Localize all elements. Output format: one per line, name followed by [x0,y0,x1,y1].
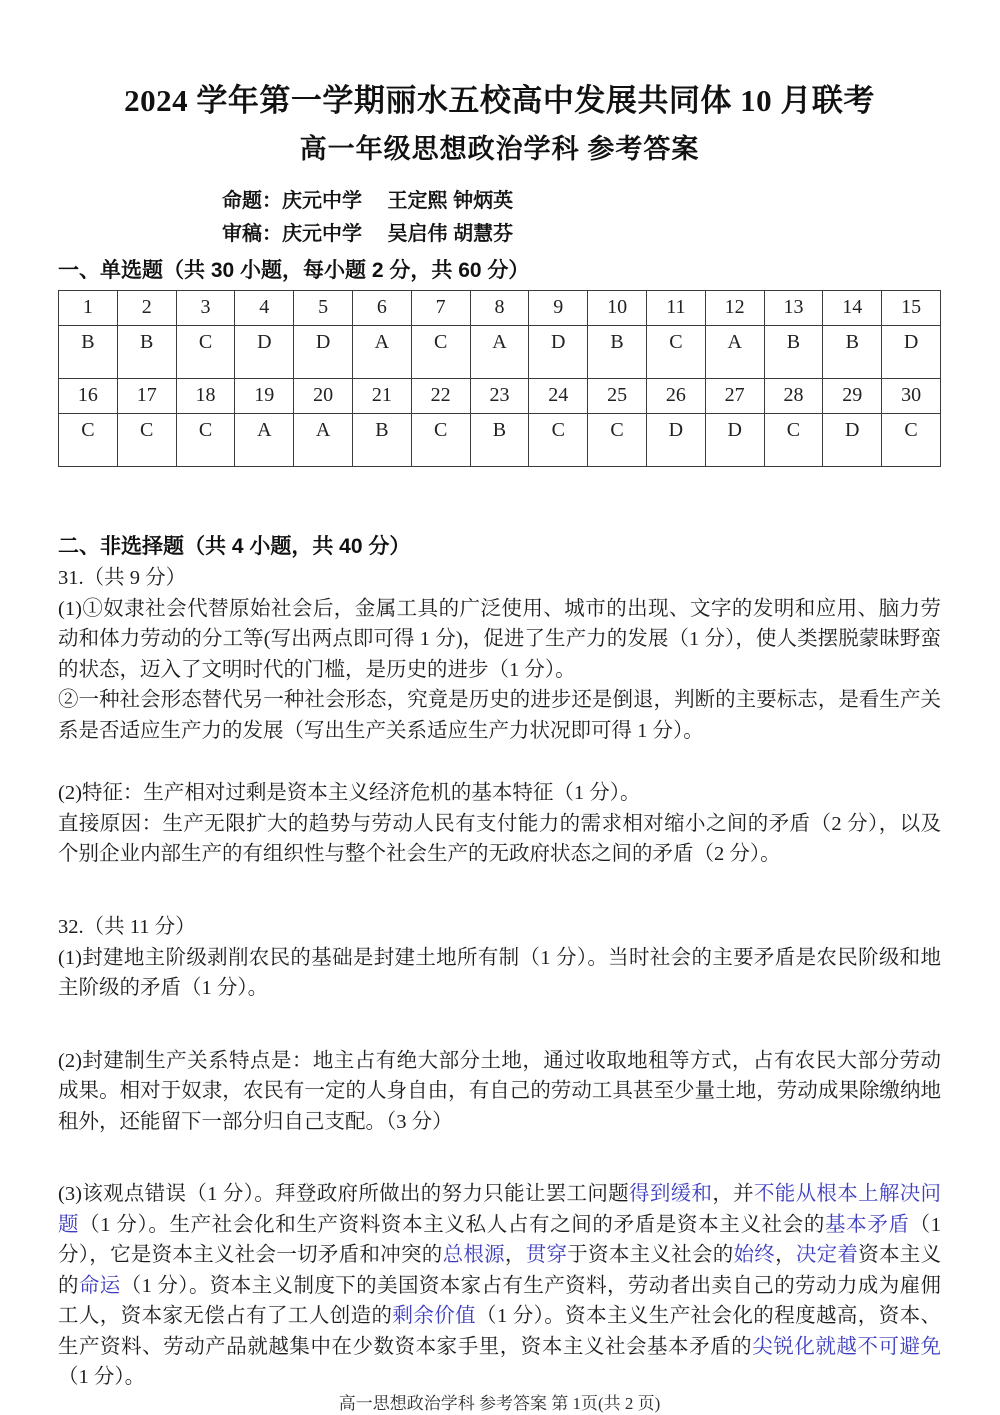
answer-text-segment: （1 分），它是资本主义社会一切矛盾和冲突的 [58,1213,942,1267]
exam-title: 2024 学年第一学期丽水五校高中发展共同体 10 月联考 [124,83,875,118]
question-number-cell: 9 [529,290,588,325]
answer-letter-cell: B [823,325,882,378]
question-number-cell: 19 [235,378,294,413]
answer-letter-cell: D [705,413,764,466]
question-number-cell: 29 [823,378,882,413]
answer-letter-cell: D [235,325,294,378]
question-number-cell: 12 [705,290,764,325]
question-number-cell: 7 [411,290,470,325]
question-number-cell: 21 [352,378,411,413]
section1-heading: 一、单选题（共 30 小题，每小题 2 分，共 60 分） [58,258,530,282]
answer-text-segment: ，并 [712,1183,754,1206]
highlighted-key-term: 不能从根本上解决问题 [58,1183,942,1236]
answer-text-segment: ， [775,1244,796,1267]
page-footer: 高一思想政治学科 参考答案 第 1页(共 2 页) [338,1393,661,1413]
answer-text-segment: （1 分）。生产社会化和生产资料资本主义私人占有之间的矛盾是资本主义社会的 [79,1213,826,1236]
answer-letter-cell: C [59,413,118,466]
reviewer-line: 审稿：庆元中学 吴启伟 胡慧芬 [222,222,514,245]
answer-text-segment: （1 分）。 [58,1366,146,1389]
answer-letter-cell: D [294,325,353,378]
question-number-cell: 18 [176,378,235,413]
question-number-cell: 26 [646,378,705,413]
highlighted-key-term: 基本矛盾 [825,1213,910,1236]
highlighted-key-term: 命运 [78,1274,121,1297]
answer-letter-cell: D [529,325,588,378]
answer-text-segment: 资本主义的 [58,1244,942,1297]
q32-answer-2: (2)封建制生产关系特点是：地主占有绝大部分土地，通过收取地租等方式，占有农民大部分劳动成果。相对于奴隶，农民有一定的人身自由，有自己的劳动工具甚至少量土地，劳动成果除缴纳地租外，还能留下一部分归自己支配。（3 分） [58,1049,941,1133]
answer-letter-cell: C [411,413,470,466]
question-number-row-2 [59,378,941,413]
multiple-choice-answer-table [58,290,941,467]
question-number-cell: 2 [117,290,176,325]
subject-subtitle: 高一年级思想政治学科 参考答案 [299,133,700,164]
q32-answer-3 [58,1179,941,1393]
question-number-cell: 4 [235,290,294,325]
section2-heading: 二、非选择题（共 4 小题，共 40 分） [58,534,411,558]
answer-letter-cell: C [588,413,647,466]
question-number-cell: 8 [470,290,529,325]
answer-letter-cell: C [882,413,941,466]
answer-text-segment: 于资本主义社会的 [567,1244,734,1267]
answer-letter-cell: C [117,413,176,466]
highlighted-key-term: 总根源 [442,1244,505,1267]
highlighted-key-term: 贯穿 [525,1244,568,1267]
answer-letter-cell: A [352,325,411,378]
answer-letter-cell: B [588,325,647,378]
question-number-cell: 15 [882,290,941,325]
question-number-row-1 [59,290,941,325]
q32-heading: 32.（共 11 分） [58,915,196,938]
question-number-cell: 10 [588,290,647,325]
question-number-cell: 16 [59,378,118,413]
question-number-cell: 27 [705,378,764,413]
answer-letter-cell: A [705,325,764,378]
answer-letter-cell: A [235,413,294,466]
answer-text-segment: ， [504,1244,526,1267]
question-number-cell: 24 [529,378,588,413]
q31-answer-2: (2)特征：生产相对过剩是资本主义经济危机的基本特征（1 分）。 [58,782,641,805]
answer-letter-row-2 [59,413,941,466]
question-number-cell: 3 [176,290,235,325]
highlighted-key-term: 决定着 [795,1244,859,1267]
question-number-cell: 1 [59,290,118,325]
answer-letter-cell: D [646,413,705,466]
question-number-cell: 20 [294,378,353,413]
question-number-cell: 11 [646,290,705,325]
question-number-cell: 6 [352,290,411,325]
q31-answer-1: (1)①奴隶社会代替原始社会后，金属工具的广泛使用、城市的出现、文字的发明和应用、脑力劳动和体力劳动的分工等(写出两点即可得 1 分)，促进了生产力的发展（1 分），使人类摆脱蒙昧野蛮的状态，迈入了文明时代的门槛，是历史的进步（1 分）。 [58,597,941,681]
answer-letter-cell: B [59,325,118,378]
answer-letter-cell: C [176,325,235,378]
question-number-cell: 13 [764,290,823,325]
answer-letter-cell: C [764,413,823,466]
proposer-line: 命题：庆元中学 王定熙 钟炳英 [222,189,514,212]
highlighted-key-term: 得到缓和 [629,1183,713,1206]
question-number-cell: 17 [117,378,176,413]
answer-letter-cell: A [294,413,353,466]
question-number-cell: 25 [588,378,647,413]
q31-heading: 31.（共 9 分） [58,566,187,589]
answer-text-segment: （1 分）。资本主义制度下的美国资本家占有生产资料，劳动者出卖自己的劳动力成为雇佣工人，资本家无偿占有了工人创造的 [58,1274,942,1328]
exam-meta [58,185,941,251]
answer-letter-cell: D [882,325,941,378]
answer-letter-cell: B [352,413,411,466]
answer-letter-cell: C [529,413,588,466]
highlighted-key-term: 尖锐化就越不可避免 [752,1335,942,1358]
q31-answer-2b: 直接原因：生产无限扩大的趋势与劳动人民有支付能力的需求相对缩小之间的矛盾（2 分），以及个别企业内部生产的有组织性与整个社会生产的无政府状态之间的矛盾（2 分）。 [58,812,941,866]
question-number-cell: 14 [823,290,882,325]
answer-letter-cell: C [176,413,235,466]
question-number-cell: 22 [411,378,470,413]
answer-text-segment: （1 分）。资本主义生产社会化的程度越高，资本、生产资料、劳动产品就越集中在少数资本家手里，资本主义社会基本矛盾的 [58,1305,942,1358]
answer-letter-cell: B [764,325,823,378]
question-number-cell: 30 [882,378,941,413]
answer-letter-cell: C [646,325,705,378]
answer-letter-cell: C [411,325,470,378]
q31-answer-1b: ②一种社会形态替代另一种社会形态，究竟是历史的进步还是倒退，判断的主要标志，是看生产关系是否适应生产力的发展（写出生产关系适应生产力状况即可得 1 分）。 [58,689,941,742]
highlighted-key-term: 始终 [733,1244,776,1267]
answer-text-segment: (3)该观点错误（1 分）。拜登政府所做出的努力只能让罢工问题 [58,1183,630,1206]
question-number-cell: 5 [294,290,353,325]
answer-letter-cell: B [470,413,529,466]
answer-letter-cell: A [470,325,529,378]
highlighted-key-term: 剩余价值 [392,1305,477,1328]
answer-letter-row-1 [59,325,941,378]
answer-letter-cell: D [823,413,882,466]
answer-letter-cell: B [117,325,176,378]
q32-answer-1: (1)封建地主阶级剥削农民的基础是封建土地所有制（1 分）。当时社会的主要矛盾是农民阶级和地主阶级的矛盾（1 分）。 [58,946,941,1000]
question-number-cell: 28 [764,378,823,413]
question-number-cell: 23 [470,378,529,413]
